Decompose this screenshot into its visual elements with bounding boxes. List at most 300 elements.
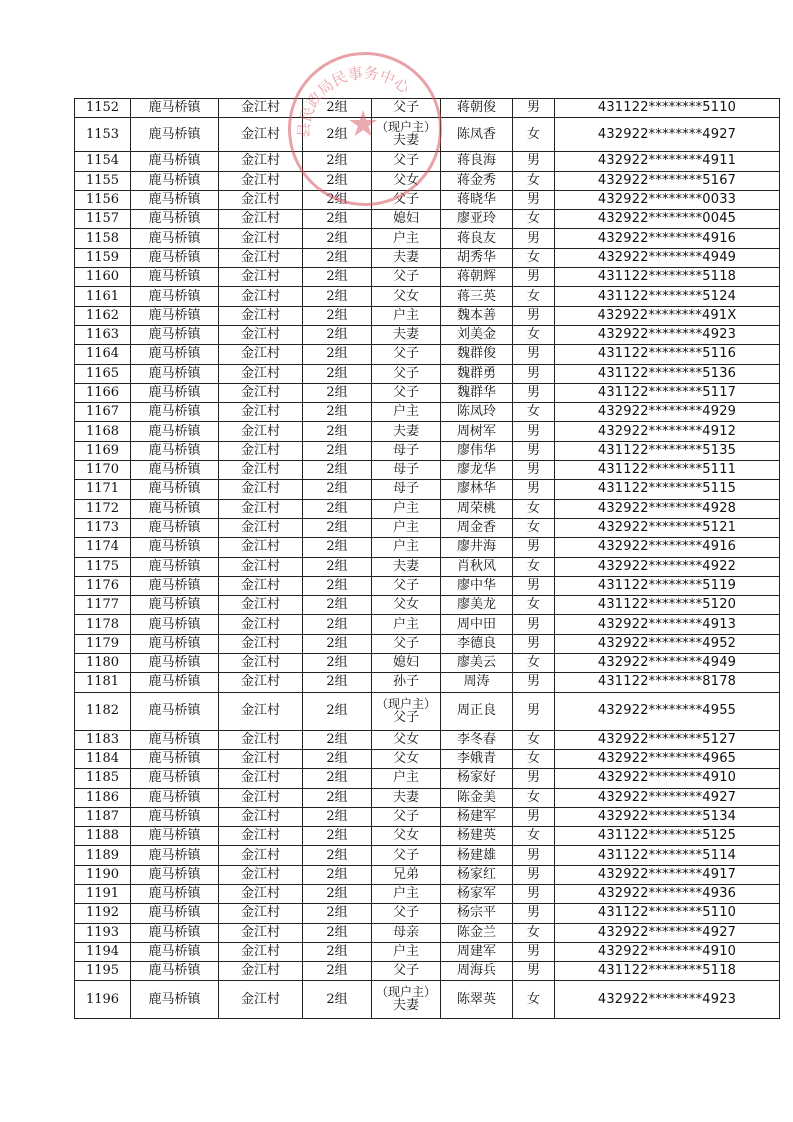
village-cell: 金江村 bbox=[219, 981, 303, 1019]
id-number-cell: 432922********491X bbox=[555, 306, 780, 325]
row-number: 1164 bbox=[75, 345, 131, 364]
village-cell: 金江村 bbox=[219, 730, 303, 749]
relation-cell: 父子 bbox=[372, 634, 441, 653]
relation-cell: 父女 bbox=[372, 749, 441, 768]
table-row bbox=[75, 769, 780, 788]
name-cell: 陈凤玲 bbox=[441, 403, 513, 422]
relation-cell: 父女 bbox=[372, 730, 441, 749]
name-cell: 廖亚玲 bbox=[441, 210, 513, 229]
relation-cell bbox=[372, 692, 441, 730]
seal-text: 县民政局民事务中心 bbox=[294, 63, 414, 139]
id-number-cell: 432922********4923 bbox=[555, 981, 780, 1019]
group-cell: 2组 bbox=[303, 441, 372, 460]
sex-cell: 女 bbox=[513, 923, 555, 942]
sex-cell: 男 bbox=[513, 904, 555, 923]
sex-cell: 女 bbox=[513, 210, 555, 229]
group-cell: 2组 bbox=[303, 615, 372, 634]
sex-cell: 男 bbox=[513, 422, 555, 441]
relation-cell: 父子 bbox=[372, 190, 441, 209]
row-number: 1193 bbox=[75, 923, 131, 942]
name-cell: 杨宗平 bbox=[441, 904, 513, 923]
name-cell: 杨建军 bbox=[441, 807, 513, 826]
id-number-cell: 431122********5136 bbox=[555, 364, 780, 383]
relation-cell: 父子 bbox=[372, 904, 441, 923]
sex-cell: 男 bbox=[513, 268, 555, 287]
town-cell: 鹿马桥镇 bbox=[131, 807, 219, 826]
row-number: 1187 bbox=[75, 807, 131, 826]
row-number: 1181 bbox=[75, 673, 131, 692]
id-number-cell: 431122********5115 bbox=[555, 480, 780, 499]
table-row bbox=[75, 730, 780, 749]
head-of-household-note: （现户主） bbox=[375, 696, 436, 711]
row-number: 1195 bbox=[75, 962, 131, 981]
row-number: 1196 bbox=[75, 981, 131, 1019]
group-cell: 2组 bbox=[303, 884, 372, 903]
table-row bbox=[75, 99, 780, 118]
sex-cell: 男 bbox=[513, 441, 555, 460]
village-cell: 金江村 bbox=[219, 865, 303, 884]
row-number: 1152 bbox=[75, 99, 131, 118]
group-cell: 2组 bbox=[303, 827, 372, 846]
name-cell: 蒋晓华 bbox=[441, 190, 513, 209]
town-cell: 鹿马桥镇 bbox=[131, 788, 219, 807]
table-row bbox=[75, 846, 780, 865]
sex-cell: 女 bbox=[513, 499, 555, 518]
name-cell: 蒋朝辉 bbox=[441, 268, 513, 287]
id-number-cell: 431122********5114 bbox=[555, 846, 780, 865]
relation-cell: 父子 bbox=[372, 152, 441, 171]
table-row bbox=[75, 923, 780, 942]
sex-cell: 男 bbox=[513, 306, 555, 325]
table-row bbox=[75, 229, 780, 248]
village-cell: 金江村 bbox=[219, 904, 303, 923]
sex-cell: 女 bbox=[513, 827, 555, 846]
name-cell: 周海兵 bbox=[441, 962, 513, 981]
town-cell: 鹿马桥镇 bbox=[131, 730, 219, 749]
group-cell: 2组 bbox=[303, 730, 372, 749]
relation-cell: 夫妻 bbox=[372, 557, 441, 576]
sex-cell: 男 bbox=[513, 364, 555, 383]
sex-cell: 女 bbox=[513, 730, 555, 749]
group-cell: 2组 bbox=[303, 171, 372, 190]
table-row bbox=[75, 403, 780, 422]
id-number-cell: 432922********4928 bbox=[555, 499, 780, 518]
town-cell: 鹿马桥镇 bbox=[131, 827, 219, 846]
table-row bbox=[75, 268, 780, 287]
group-cell: 2组 bbox=[303, 152, 372, 171]
name-cell: 蒋良友 bbox=[441, 229, 513, 248]
sex-cell: 男 bbox=[513, 190, 555, 209]
table-row bbox=[75, 364, 780, 383]
id-number-cell: 432922********4922 bbox=[555, 557, 780, 576]
id-number-cell: 432922********4910 bbox=[555, 769, 780, 788]
relation-cell: 户主 bbox=[372, 615, 441, 634]
group-cell: 2组 bbox=[303, 480, 372, 499]
village-cell: 金江村 bbox=[219, 827, 303, 846]
town-cell: 鹿马桥镇 bbox=[131, 461, 219, 480]
table-row bbox=[75, 499, 780, 518]
id-number-cell: 431122********5135 bbox=[555, 441, 780, 460]
name-cell: 周中田 bbox=[441, 615, 513, 634]
name-cell: 廖龙华 bbox=[441, 461, 513, 480]
name-cell: 周建军 bbox=[441, 942, 513, 961]
row-number: 1177 bbox=[75, 596, 131, 615]
village-cell: 金江村 bbox=[219, 962, 303, 981]
sex-cell: 男 bbox=[513, 152, 555, 171]
village-cell: 金江村 bbox=[219, 268, 303, 287]
row-number: 1166 bbox=[75, 383, 131, 402]
town-cell: 鹿马桥镇 bbox=[131, 769, 219, 788]
village-cell: 金江村 bbox=[219, 229, 303, 248]
name-cell: 胡秀华 bbox=[441, 248, 513, 267]
relation-cell bbox=[372, 981, 441, 1019]
group-cell: 2组 bbox=[303, 749, 372, 768]
group-cell: 2组 bbox=[303, 654, 372, 673]
relation-cell: 户主 bbox=[372, 538, 441, 557]
town-cell: 鹿马桥镇 bbox=[131, 441, 219, 460]
village-cell: 金江村 bbox=[219, 615, 303, 634]
group-cell: 2组 bbox=[303, 865, 372, 884]
table-row bbox=[75, 538, 780, 557]
name-cell: 周正良 bbox=[441, 692, 513, 730]
town-cell: 鹿马桥镇 bbox=[131, 422, 219, 441]
village-cell: 金江村 bbox=[219, 441, 303, 460]
row-number: 1194 bbox=[75, 942, 131, 961]
group-cell: 2组 bbox=[303, 325, 372, 344]
relation-cell: 父女 bbox=[372, 827, 441, 846]
relation-cell: 户主 bbox=[372, 306, 441, 325]
id-number-cell: 431122********5118 bbox=[555, 962, 780, 981]
sex-cell: 女 bbox=[513, 248, 555, 267]
group-cell: 2组 bbox=[303, 345, 372, 364]
village-cell: 金江村 bbox=[219, 673, 303, 692]
seal-star-icon: ★ bbox=[347, 104, 380, 145]
id-number-cell: 432922********0033 bbox=[555, 190, 780, 209]
id-number-cell: 432922********4952 bbox=[555, 634, 780, 653]
village-cell: 金江村 bbox=[219, 769, 303, 788]
table-row bbox=[75, 865, 780, 884]
town-cell: 鹿马桥镇 bbox=[131, 345, 219, 364]
name-cell: 李娥青 bbox=[441, 749, 513, 768]
sex-cell: 女 bbox=[513, 749, 555, 768]
name-cell: 周树军 bbox=[441, 422, 513, 441]
sex-cell: 女 bbox=[513, 518, 555, 537]
id-number-cell: 432922********5121 bbox=[555, 518, 780, 537]
village-cell: 金江村 bbox=[219, 576, 303, 595]
sex-cell: 女 bbox=[513, 981, 555, 1019]
id-number-cell: 431122********5120 bbox=[555, 596, 780, 615]
row-number: 1190 bbox=[75, 865, 131, 884]
name-cell: 杨家军 bbox=[441, 884, 513, 903]
id-number-cell: 431122********5110 bbox=[555, 904, 780, 923]
village-cell: 金江村 bbox=[219, 884, 303, 903]
table-row bbox=[75, 190, 780, 209]
town-cell: 鹿马桥镇 bbox=[131, 749, 219, 768]
group-cell: 2组 bbox=[303, 596, 372, 615]
relation-cell: 父子 bbox=[372, 846, 441, 865]
sex-cell: 女 bbox=[513, 325, 555, 344]
id-number-cell: 431122********5116 bbox=[555, 345, 780, 364]
name-cell: 李冬春 bbox=[441, 730, 513, 749]
name-cell: 杨建英 bbox=[441, 827, 513, 846]
town-cell: 鹿马桥镇 bbox=[131, 364, 219, 383]
village-cell: 金江村 bbox=[219, 807, 303, 826]
relation-cell: 母亲 bbox=[372, 923, 441, 942]
id-number-cell: 431122********5124 bbox=[555, 287, 780, 306]
relation-cell: 媳妇 bbox=[372, 210, 441, 229]
town-cell: 鹿马桥镇 bbox=[131, 904, 219, 923]
name-cell: 廖井海 bbox=[441, 538, 513, 557]
head-of-household-note: （现户主） bbox=[375, 985, 436, 1000]
relation-cell: 媳妇 bbox=[372, 654, 441, 673]
table-row bbox=[75, 518, 780, 537]
group-cell: 2组 bbox=[303, 673, 372, 692]
id-number-cell: 432922********5127 bbox=[555, 730, 780, 749]
sex-cell: 男 bbox=[513, 576, 555, 595]
row-number: 1163 bbox=[75, 325, 131, 344]
group-cell: 2组 bbox=[303, 190, 372, 209]
table-row bbox=[75, 962, 780, 981]
row-number: 1178 bbox=[75, 615, 131, 634]
sex-cell: 男 bbox=[513, 99, 555, 118]
group-cell: 2组 bbox=[303, 518, 372, 537]
relation-cell: 夫妻 bbox=[372, 422, 441, 441]
sex-cell: 男 bbox=[513, 345, 555, 364]
table-row bbox=[75, 749, 780, 768]
sex-cell: 男 bbox=[513, 383, 555, 402]
town-cell: 鹿马桥镇 bbox=[131, 557, 219, 576]
table-row bbox=[75, 210, 780, 229]
village-cell: 金江村 bbox=[219, 171, 303, 190]
id-number-cell: 432922********4955 bbox=[555, 692, 780, 730]
town-cell: 鹿马桥镇 bbox=[131, 654, 219, 673]
relation-cell: 父子 bbox=[372, 99, 441, 118]
sex-cell: 男 bbox=[513, 962, 555, 981]
village-cell: 金江村 bbox=[219, 383, 303, 402]
name-cell: 廖伟华 bbox=[441, 441, 513, 460]
table-row bbox=[75, 827, 780, 846]
row-number: 1189 bbox=[75, 846, 131, 865]
table-row bbox=[75, 287, 780, 306]
group-cell: 2组 bbox=[303, 962, 372, 981]
relation-cell: 户主 bbox=[372, 403, 441, 422]
table-row bbox=[75, 306, 780, 325]
group-cell: 2组 bbox=[303, 499, 372, 518]
sex-cell: 女 bbox=[513, 788, 555, 807]
town-cell: 鹿马桥镇 bbox=[131, 152, 219, 171]
id-number-cell: 432922********4910 bbox=[555, 942, 780, 961]
name-cell: 杨建雄 bbox=[441, 846, 513, 865]
group-cell: 2组 bbox=[303, 268, 372, 287]
table-row bbox=[75, 788, 780, 807]
village-cell: 金江村 bbox=[219, 403, 303, 422]
town-cell: 鹿马桥镇 bbox=[131, 576, 219, 595]
group-cell: 2组 bbox=[303, 634, 372, 653]
table-row bbox=[75, 248, 780, 267]
group-cell: 2组 bbox=[303, 210, 372, 229]
id-number-cell: 432922********4911 bbox=[555, 152, 780, 171]
town-cell: 鹿马桥镇 bbox=[131, 692, 219, 730]
relation-cell: 母子 bbox=[372, 480, 441, 499]
relation-cell: 兄弟 bbox=[372, 865, 441, 884]
id-number-cell: 432922********0045 bbox=[555, 210, 780, 229]
sex-cell: 男 bbox=[513, 229, 555, 248]
town-cell: 鹿马桥镇 bbox=[131, 229, 219, 248]
sex-cell: 男 bbox=[513, 461, 555, 480]
village-cell: 金江村 bbox=[219, 287, 303, 306]
id-number-cell: 432922********4949 bbox=[555, 654, 780, 673]
town-cell: 鹿马桥镇 bbox=[131, 287, 219, 306]
table-row bbox=[75, 118, 780, 152]
name-cell: 廖美龙 bbox=[441, 596, 513, 615]
id-number-cell: 431122********5110 bbox=[555, 99, 780, 118]
town-cell: 鹿马桥镇 bbox=[131, 190, 219, 209]
table-row bbox=[75, 461, 780, 480]
id-number-cell: 432922********4927 bbox=[555, 923, 780, 942]
relation-cell: 父子 bbox=[372, 576, 441, 595]
sex-cell: 男 bbox=[513, 865, 555, 884]
id-number-cell: 432922********4949 bbox=[555, 248, 780, 267]
village-cell: 金江村 bbox=[219, 538, 303, 557]
relation-cell: 户主 bbox=[372, 499, 441, 518]
row-number: 1176 bbox=[75, 576, 131, 595]
row-number: 1168 bbox=[75, 422, 131, 441]
name-cell: 刘美金 bbox=[441, 325, 513, 344]
table-row bbox=[75, 441, 780, 460]
row-number: 1173 bbox=[75, 518, 131, 537]
relation-cell: 户主 bbox=[372, 884, 441, 903]
row-number: 1188 bbox=[75, 827, 131, 846]
row-number: 1182 bbox=[75, 692, 131, 730]
id-number-cell: 432922********4929 bbox=[555, 403, 780, 422]
town-cell: 鹿马桥镇 bbox=[131, 981, 219, 1019]
row-number: 1179 bbox=[75, 634, 131, 653]
relation-text: 父子 bbox=[392, 709, 419, 725]
village-cell: 金江村 bbox=[219, 461, 303, 480]
group-cell: 2组 bbox=[303, 981, 372, 1019]
relation-cell: 父子 bbox=[372, 383, 441, 402]
sex-cell: 男 bbox=[513, 673, 555, 692]
table-row bbox=[75, 904, 780, 923]
town-cell: 鹿马桥镇 bbox=[131, 383, 219, 402]
table-row bbox=[75, 422, 780, 441]
group-cell: 2组 bbox=[303, 904, 372, 923]
row-number: 1171 bbox=[75, 480, 131, 499]
row-number: 1167 bbox=[75, 403, 131, 422]
table-row bbox=[75, 884, 780, 903]
town-cell: 鹿马桥镇 bbox=[131, 518, 219, 537]
group-cell: 2组 bbox=[303, 769, 372, 788]
group-cell: 2组 bbox=[303, 383, 372, 402]
name-cell: 李德良 bbox=[441, 634, 513, 653]
row-number: 1184 bbox=[75, 749, 131, 768]
town-cell: 鹿马桥镇 bbox=[131, 865, 219, 884]
id-number-cell: 432922********4923 bbox=[555, 325, 780, 344]
village-cell: 金江村 bbox=[219, 634, 303, 653]
row-number: 1170 bbox=[75, 461, 131, 480]
group-cell: 2组 bbox=[303, 788, 372, 807]
village-cell: 金江村 bbox=[219, 499, 303, 518]
name-cell: 魏本善 bbox=[441, 306, 513, 325]
sex-cell: 男 bbox=[513, 480, 555, 499]
name-cell: 廖林华 bbox=[441, 480, 513, 499]
table-row bbox=[75, 615, 780, 634]
group-cell: 2组 bbox=[303, 807, 372, 826]
head-of-household-note: （现户主） bbox=[375, 120, 436, 135]
group-cell: 2组 bbox=[303, 118, 372, 152]
town-cell: 鹿马桥镇 bbox=[131, 923, 219, 942]
household-roster-table bbox=[74, 98, 780, 1019]
sex-cell: 男 bbox=[513, 538, 555, 557]
name-cell: 陈凤香 bbox=[441, 118, 513, 152]
table-row bbox=[75, 325, 780, 344]
town-cell: 鹿马桥镇 bbox=[131, 118, 219, 152]
id-number-cell: 431122********5119 bbox=[555, 576, 780, 595]
relation-cell bbox=[372, 118, 441, 152]
name-cell: 魏群勇 bbox=[441, 364, 513, 383]
relation-text: 夫妻 bbox=[392, 133, 419, 149]
sex-cell: 男 bbox=[513, 692, 555, 730]
table-row bbox=[75, 673, 780, 692]
sex-cell: 男 bbox=[513, 884, 555, 903]
sex-cell: 女 bbox=[513, 171, 555, 190]
group-cell: 2组 bbox=[303, 229, 372, 248]
group-cell: 2组 bbox=[303, 576, 372, 595]
relation-cell: 父子 bbox=[372, 268, 441, 287]
name-cell: 蒋三英 bbox=[441, 287, 513, 306]
town-cell: 鹿马桥镇 bbox=[131, 248, 219, 267]
town-cell: 鹿马桥镇 bbox=[131, 306, 219, 325]
village-cell: 金江村 bbox=[219, 480, 303, 499]
group-cell: 2组 bbox=[303, 942, 372, 961]
relation-cell: 父女 bbox=[372, 171, 441, 190]
relation-cell: 父子 bbox=[372, 962, 441, 981]
town-cell: 鹿马桥镇 bbox=[131, 325, 219, 344]
relation-cell: 父子 bbox=[372, 807, 441, 826]
id-number-cell: 432922********4916 bbox=[555, 538, 780, 557]
town-cell: 鹿马桥镇 bbox=[131, 673, 219, 692]
village-cell: 金江村 bbox=[219, 152, 303, 171]
relation-cell: 父子 bbox=[372, 345, 441, 364]
relation-cell: 父女 bbox=[372, 596, 441, 615]
name-cell: 杨家红 bbox=[441, 865, 513, 884]
id-number-cell: 432922********4913 bbox=[555, 615, 780, 634]
town-cell: 鹿马桥镇 bbox=[131, 538, 219, 557]
group-cell: 2组 bbox=[303, 248, 372, 267]
village-cell: 金江村 bbox=[219, 749, 303, 768]
town-cell: 鹿马桥镇 bbox=[131, 884, 219, 903]
group-cell: 2组 bbox=[303, 287, 372, 306]
name-cell: 蒋良海 bbox=[441, 152, 513, 171]
row-number: 1186 bbox=[75, 788, 131, 807]
table-row bbox=[75, 807, 780, 826]
group-cell: 2组 bbox=[303, 557, 372, 576]
village-cell: 金江村 bbox=[219, 99, 303, 118]
relation-cell: 母子 bbox=[372, 441, 441, 460]
village-cell: 金江村 bbox=[219, 118, 303, 152]
group-cell: 2组 bbox=[303, 692, 372, 730]
group-cell: 2组 bbox=[303, 422, 372, 441]
relation-cell: 夫妻 bbox=[372, 248, 441, 267]
table-row bbox=[75, 557, 780, 576]
town-cell: 鹿马桥镇 bbox=[131, 962, 219, 981]
town-cell: 鹿马桥镇 bbox=[131, 942, 219, 961]
id-number-cell: 431122********5111 bbox=[555, 461, 780, 480]
name-cell: 陈翠英 bbox=[441, 981, 513, 1019]
group-cell: 2组 bbox=[303, 846, 372, 865]
id-number-cell: 432922********4927 bbox=[555, 118, 780, 152]
row-number: 1159 bbox=[75, 248, 131, 267]
